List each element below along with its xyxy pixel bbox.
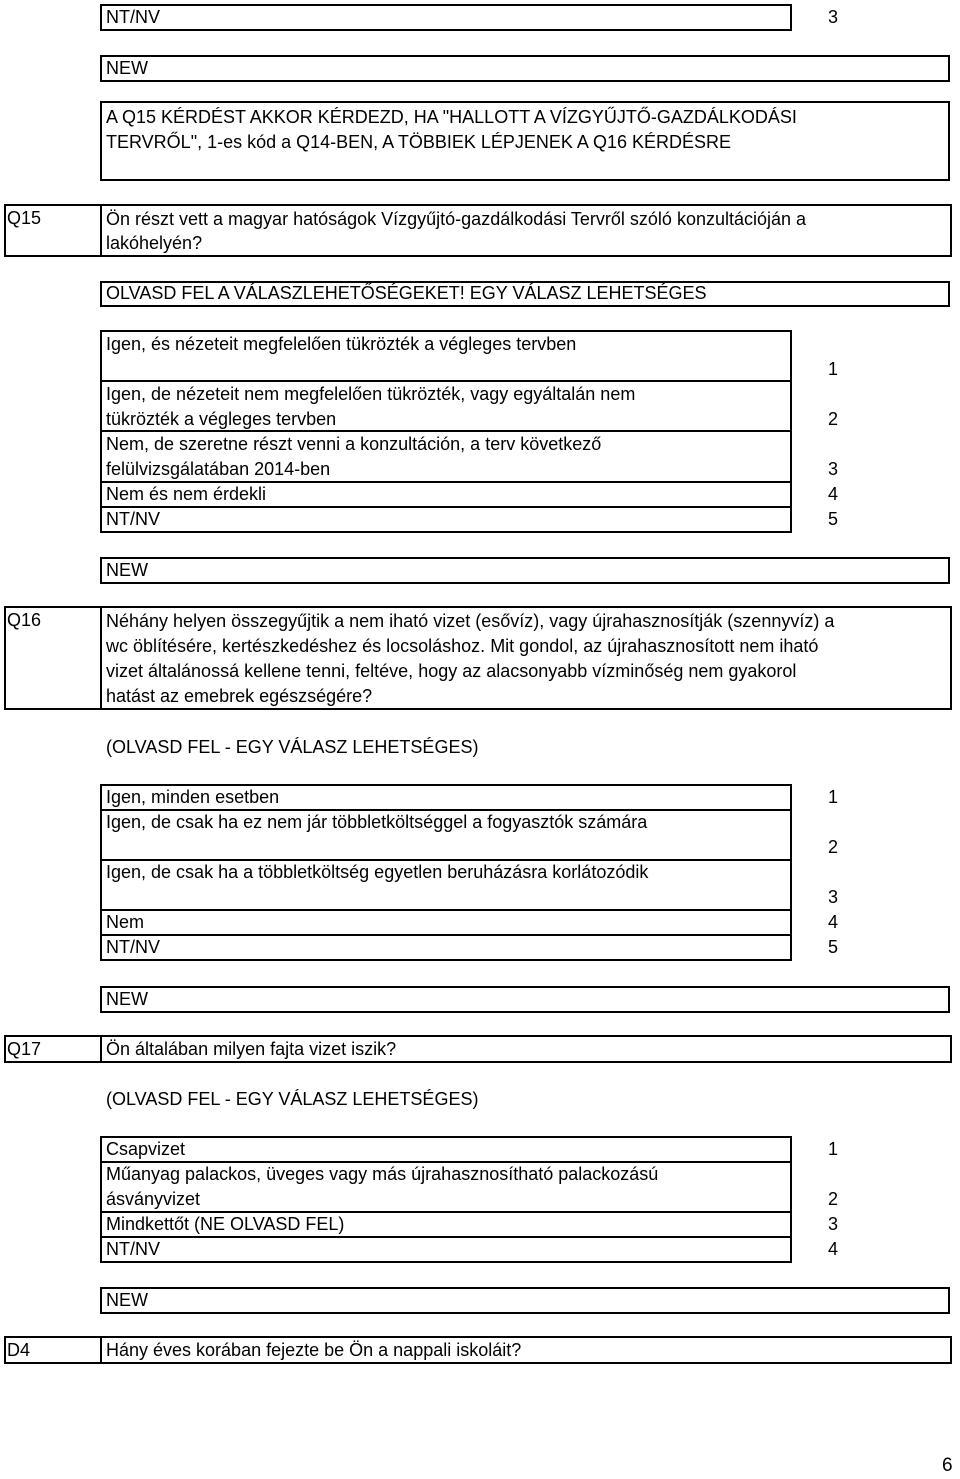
new-label-2: NEW [106, 560, 148, 580]
top-option-box [100, 4, 792, 31]
q16-question-line-1: Néhány helyen összegyűjtik a nem iható vizet (esővíz), vagy újrahasznosítják (szennyvíz) a [106, 611, 835, 631]
q17-option-1-label: Csapvizet [106, 1139, 186, 1159]
q16-option-4-code: 4 [827, 912, 838, 932]
q16-option-1-code: 1 [827, 787, 838, 807]
q15-option-1-code: 1 [827, 359, 838, 379]
q17-option-2-line-2: ásványvizet [106, 1189, 201, 1209]
q15-id: Q15 [7, 208, 42, 228]
q15-question-line-2: lakóhelyén? [106, 233, 203, 253]
q15-option-4-label: Nem és nem érdekli [106, 484, 267, 504]
q16-option-2-label: Igen, de csak ha ez nem jár többletköltséggel a fogyasztók számára [106, 812, 648, 832]
instruction-line-1: A Q15 KÉRDÉST AKKOR KÉRDEZD, HA "HALLOTT A VÍZGYŰJTŐ-GAZDÁLKODÁSI [106, 107, 797, 127]
q17-option-2-code: 2 [827, 1189, 838, 1209]
instruction-line-2: TERVRŐL", 1-es kód a Q14-BEN, A TÖBBIEK LÉPJENEK A Q16 KÉRDÉSRE [106, 132, 731, 152]
q17-option-1-code: 1 [827, 1139, 838, 1159]
q17-id: Q17 [7, 1039, 42, 1059]
q17-option-2-line-1: Műanyag palackos, üveges vagy más újrahasznosítható palackozású [106, 1164, 659, 1184]
q16-option-2-code: 2 [827, 837, 838, 857]
q15-question-line-1: Ön részt vett a magyar hatóságok Vízgyűjtó-gazdálkodási Tervről szóló konzultációján a [106, 209, 807, 229]
q15-read-instruction: OLVASD FEL A VÁLASZLEHETŐSÉGEKET! EGY VÁLASZ LEHETSÉGES [106, 283, 707, 303]
page-number: 6 [942, 1455, 953, 1476]
q15-option-1-label: Igen, és nézeteit megfelelően tükrözték a végleges tervben [106, 334, 577, 354]
q15-option-4-code: 4 [827, 484, 838, 504]
q15-option-5-label: NT/NV [106, 509, 160, 529]
new-box-1 [100, 55, 950, 82]
q15-option-3-code: 3 [827, 459, 838, 479]
new-label-4: NEW [106, 1290, 148, 1310]
new-label-1: NEW [106, 58, 148, 78]
q15-option-2-line-1: Igen, de nézeteit nem megfelelően tükrözték, vagy egyáltalán nem [106, 384, 636, 404]
d4-question: Hány éves korában fejezte be Ön a nappali iskoláit? [106, 1340, 522, 1360]
q16-option-1-label: Igen, minden esetben [106, 787, 280, 807]
top-option-label: NT/NV [106, 7, 160, 27]
q16-question-line-3: vizet általánossá kellene tenni, feltéve, hogy az alacsonyabb vízminőség nem gyakorol [106, 661, 797, 681]
new-label-3: NEW [106, 989, 148, 1009]
new-box-4 [100, 1287, 950, 1314]
q16-option-4-box [100, 909, 792, 936]
q16-read-instruction: (OLVASD FEL - EGY VÁLASZ LEHETSÉGES) [106, 737, 479, 757]
q17-option-4-label: NT/NV [106, 1239, 160, 1259]
q17-question: Ön általában milyen fajta vizet iszik? [106, 1039, 397, 1059]
q16-id: Q16 [7, 610, 42, 630]
q16-option-3-code: 3 [827, 887, 838, 907]
q16-option-5-code: 5 [827, 937, 838, 957]
q17-option-4-code: 4 [827, 1239, 838, 1259]
q16-option-3-label: Igen, de csak ha a többletköltség egyetlen beruházásra korlátozódik [106, 862, 649, 882]
q15-option-5-box [100, 506, 792, 533]
q17-option-3-label: Mindkettőt (NE OLVASD FEL) [106, 1214, 345, 1234]
q16-question-line-2: wc öblítésére, kertészkedéshez és locsoláshoz. Mit gondol, az újrahasznosított nem iható [106, 636, 819, 656]
q17-read-instruction: (OLVASD FEL - EGY VÁLASZ LEHETSÉGES) [106, 1089, 479, 1109]
q17-option-3-code: 3 [827, 1214, 838, 1234]
q15-option-2-code: 2 [827, 409, 838, 429]
q15-option-5-code: 5 [827, 509, 838, 529]
q15-option-2-line-2: tükrözték a végleges tervben [106, 409, 337, 429]
new-box-2 [100, 557, 950, 584]
q15-option-3-line-1: Nem, de szeretne részt venni a konzultáción, a terv következő [106, 434, 602, 454]
q16-option-5-box [100, 934, 792, 961]
new-box-3 [100, 986, 950, 1013]
q17-option-1-box [100, 1136, 792, 1163]
q16-option-4-label: Nem [106, 912, 145, 932]
q15-option-3-line-2: felülvizsgálatában 2014-ben [106, 459, 331, 479]
d4-id: D4 [7, 1340, 31, 1360]
q17-option-4-box [100, 1236, 792, 1263]
q16-option-5-label: NT/NV [106, 937, 160, 957]
top-option-code: 3 [827, 7, 838, 27]
q16-question-line-4: hatást az emebrek egészségére? [106, 686, 373, 706]
